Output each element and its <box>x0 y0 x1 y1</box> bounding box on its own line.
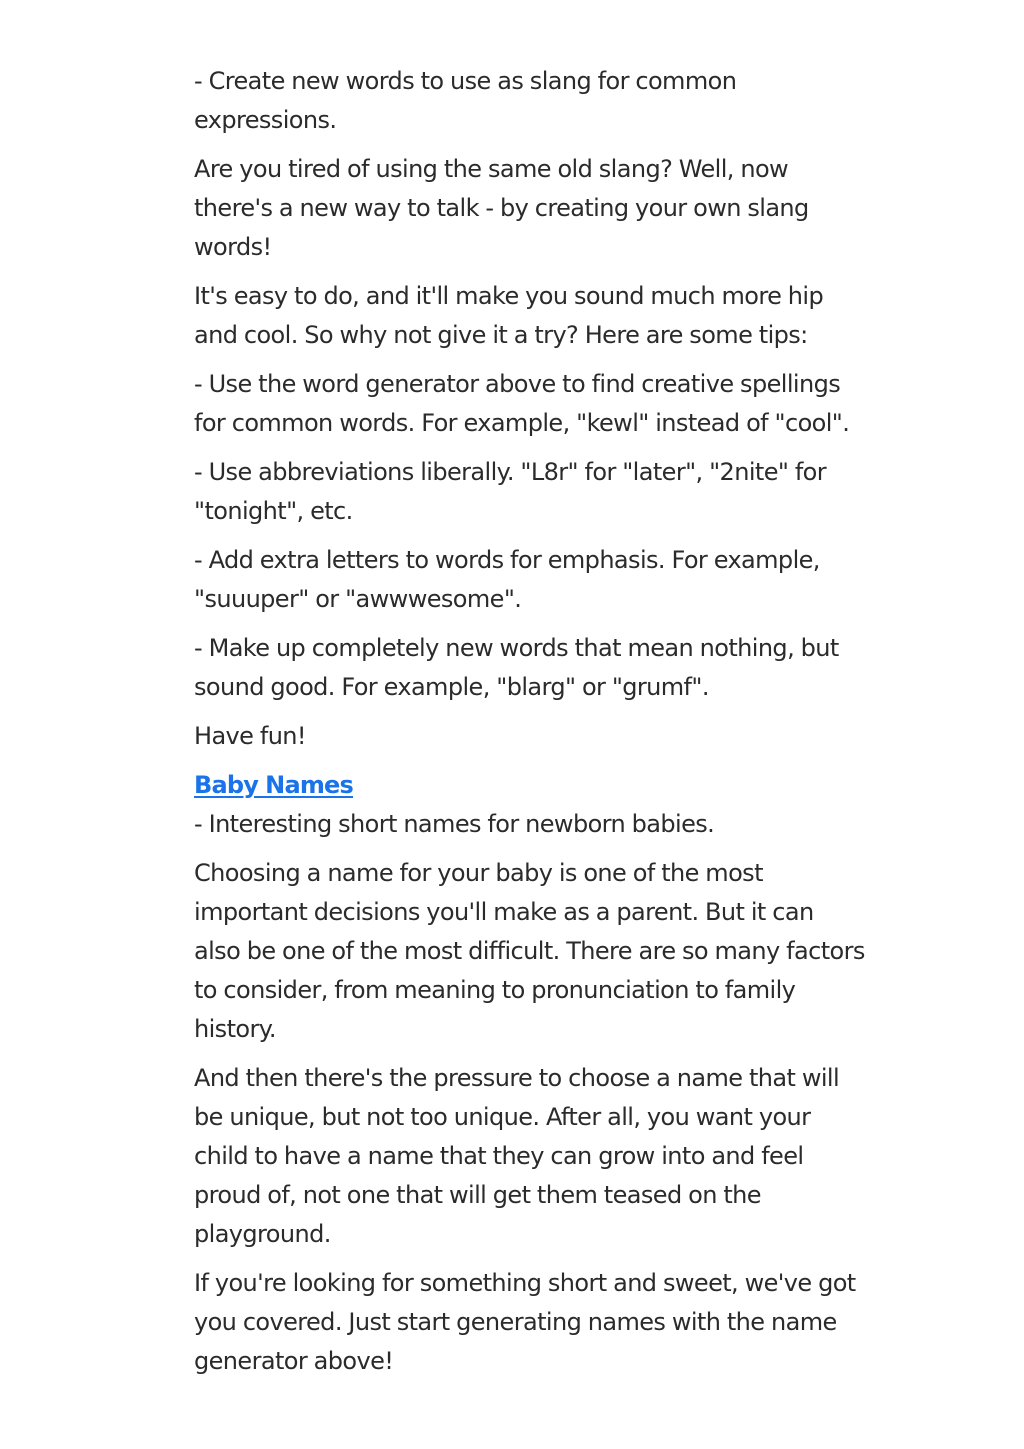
slang-tip: - Make up completely new words that mean nothing, but sound good. For example, "blarg" or "grumf". <box>194 634 839 701</box>
slang-paragraph: It's easy to do, and it'll make you sound much more hip and cool. So why not give it a try? Here are some tips: <box>194 282 824 349</box>
slang-paragraph: Are you tired of using the same old slang? Well, now there's a new way to talk - by creating your own slang words! <box>194 155 809 261</box>
baby-names-link[interactable]: Baby Names <box>194 771 354 799</box>
baby-names-paragraph: Choosing a name for your baby is one of the most important decisions you'll make as a parent. But it can also be one of the most difficult. There are so many factors to consider, from meaning to pronunciation to family history. <box>194 859 865 1043</box>
slang-tip: - Add extra letters to words for emphasis. For example, "suuuper" or "awwwesome". <box>194 546 820 613</box>
baby-names-paragraph: If you're looking for something short and sweet, we've got you covered. Just start generating names with the name generator above! <box>194 1269 856 1375</box>
slang-tip: - Use abbreviations liberally. "L8r" for "later", "2nite" for "tonight", etc. <box>194 458 827 525</box>
slang-tip: - Use the word generator above to find creative spellings for common words. For example, "kewl" instead of "cool". <box>194 370 850 437</box>
slang-closing: Have fun! <box>194 722 306 750</box>
baby-names-intro: - Interesting short names for newborn babies. <box>194 810 715 838</box>
article-body <box>194 62 866 1381</box>
slang-intro: - Create new words to use as slang for common expressions. <box>194 67 737 134</box>
baby-names-paragraph: And then there's the pressure to choose a name that will be unique, but not too unique. After all, you want your child to have a name that they can grow into and feel proud of, not one that will get them teased on the playground. <box>194 1064 840 1248</box>
